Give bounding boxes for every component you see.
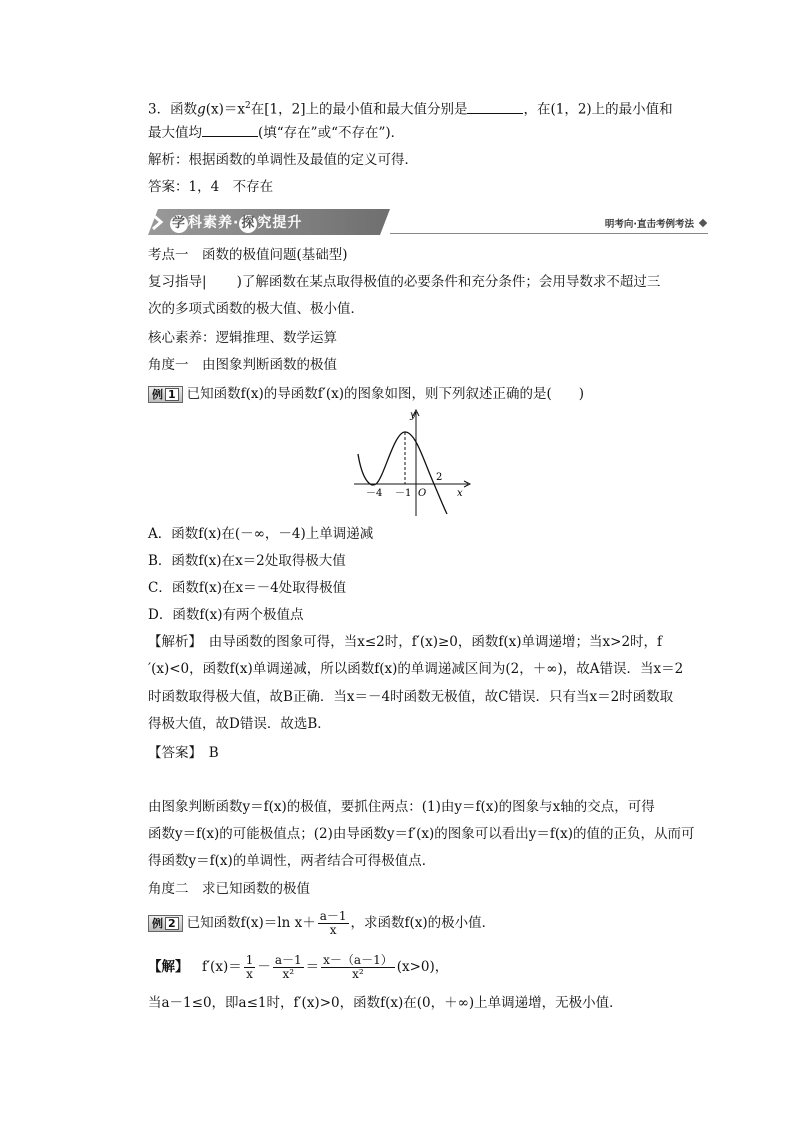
q3-analysis: 解析：根据函数的单调性及最值的定义可得． xyxy=(148,152,418,168)
example1-stem xyxy=(148,385,584,403)
example2-tag-text: 例 xyxy=(152,917,163,930)
banner-subtitle: 明考向·直击考例考法 xyxy=(604,219,694,230)
x-label: x xyxy=(457,488,463,499)
example2-solution xyxy=(148,950,448,984)
example1-tag xyxy=(148,386,183,403)
sol-frac-3-num: x－（a－1） xyxy=(323,953,393,967)
sol-frac-2-num: a－1 xyxy=(274,953,302,967)
sol-equals: ＝ xyxy=(305,959,320,975)
sol-frac-1-den: x xyxy=(246,967,253,981)
example2-frac-den: x xyxy=(329,923,337,937)
example2-stem-a: 已知函数f(x)＝ln x＋ xyxy=(186,915,316,931)
q3-text-b: (x)＝x xyxy=(205,101,246,118)
tick-2: 2 xyxy=(436,472,443,483)
ex1-solution-line2: ′(x)<0，函数f(x)单调递减，所以函数f(x)的单调递减区间为(2，＋∞)，故A错误．当x＝2 xyxy=(148,661,684,677)
example2-tag xyxy=(148,915,183,932)
sol-frac-3-den: x² xyxy=(352,967,364,981)
example2-sol-a: f′(x)＝ xyxy=(202,959,242,975)
q3-text-d: ，在(1，2)上的最小值和 xyxy=(523,101,673,118)
q3-func: g xyxy=(197,101,206,118)
option-a: A．函数f(x)在(－∞，－4)上单调递减 xyxy=(148,526,374,542)
example2-last-line: 当a－1≤0，即a≤1时，f′(x)>0，函数f(x)在(0，＋∞)上单调递增，无极小值． xyxy=(148,995,623,1011)
example2-fraction xyxy=(318,910,349,937)
banner-char-2: 探 xyxy=(241,216,256,231)
q3-line2 xyxy=(148,124,404,142)
sol-frac-1-num: 1 xyxy=(245,953,254,967)
guide-text: )了解函数在某点取得极值的必要条件和充分条件；会用导数求不超过三 xyxy=(236,274,661,290)
sol-minus: － xyxy=(257,959,271,975)
example2-stem xyxy=(148,906,495,940)
angle-one-title: 角度一 由图象判断函数的极值 xyxy=(148,357,337,373)
y-label: y xyxy=(410,410,416,421)
q3-sup: 2 xyxy=(245,101,251,111)
ex1-solution-line3: 时函数取得极大值，故B正确．当x＝－4时函数无极值，故C错误．只有当x＝2时函数取 xyxy=(148,689,674,705)
option-b: B．函数f(x)在x＝2处取得极大值 xyxy=(148,553,346,569)
sol-frac-2 xyxy=(273,954,304,981)
banner-text-2: 究提升 xyxy=(257,215,303,231)
example2-sol-label: 【解】 xyxy=(148,959,189,975)
q3-line1 xyxy=(148,97,673,119)
q3-blank-1 xyxy=(467,101,523,114)
guide-line1 xyxy=(148,273,660,291)
example1-tag-text: 例 xyxy=(152,388,163,401)
ex1-solution-line4: 得极大值，故D错误．故选B． xyxy=(148,716,331,732)
angle-two-title: 角度二 求已知函数的极值 xyxy=(148,881,310,897)
q3-blank-2 xyxy=(202,124,258,137)
option-d: D．函数f(x)有两个极值点 xyxy=(148,607,304,623)
q3-answer: 答案：1，4 不存在 xyxy=(148,179,274,195)
banner-title xyxy=(170,212,302,233)
banner-text-1: 科素养· xyxy=(188,215,240,231)
guide-line2: 次的多项式函数的极大值、极小值． xyxy=(148,301,364,317)
banner-underline xyxy=(390,233,708,234)
sol-frac-3 xyxy=(321,954,395,981)
example1-tag-num: 1 xyxy=(165,388,179,401)
option-c: C．函数f(x)在x＝－4处取得极值 xyxy=(148,580,347,596)
tick-minus-1: －1 xyxy=(395,488,412,499)
sol-frac-1 xyxy=(244,954,256,981)
derivative-curve xyxy=(358,432,447,514)
sol-frac-2-den: x² xyxy=(282,967,295,981)
section-point: 考点一 函数的极值问题(基础型) xyxy=(148,247,348,263)
summary-line2: 函数y＝f(x)的可能极值点；(2)由导函数y＝f′(x)的图象可以看出y＝f(x)的值的正负，从而可 xyxy=(148,826,695,842)
core-literacy: 核心素养：逻辑推理、数学运算 xyxy=(148,330,337,346)
example2-stem-b: ，求函数f(x)的极小值． xyxy=(350,915,496,931)
ex1-answer: 【答案】 B xyxy=(148,745,219,761)
q3-text-c: 在[1，2]上的最小值和最大值分别是 xyxy=(250,101,468,118)
tick-minus-4: －4 xyxy=(366,488,383,499)
ex1-solution-line1: 【解析】 由导函数的图象可得，当x≤2时，f′(x)≥0，函数f(x)单调递增；当x>2时，f xyxy=(148,634,663,650)
q3-text-a: 3．函数 xyxy=(148,101,198,118)
chevron-right-icon xyxy=(150,213,168,231)
example2-frac-num: a－1 xyxy=(319,909,347,923)
summary-line3: 得函数y＝f(x)的单调性，两者结合可得极值点． xyxy=(148,853,436,869)
example2-tag-num: 2 xyxy=(165,917,179,930)
origin-label: O xyxy=(418,488,427,499)
guide-label: 复习指导| xyxy=(148,274,207,290)
banner-char-1: 学 xyxy=(171,216,186,231)
q3-text-f: (填“存在”或“不存在”)． xyxy=(258,125,405,141)
example1-stem-text: 已知函数f(x)的导函数f′(x)的图象如图，则下列叙述正确的是( ) xyxy=(186,386,585,402)
summary-line1: 由图象判断函数y＝f(x)的极值，要抓住两点：(1)由y＝f(x)的图象与x轴的交点，可得 xyxy=(148,799,655,815)
derivative-graph xyxy=(352,404,472,520)
example2-sol-b: (x>0)， xyxy=(396,959,449,975)
section-banner xyxy=(148,209,708,235)
q3-text-e: 最大值均 xyxy=(148,125,202,141)
diamond-icon xyxy=(699,219,707,227)
